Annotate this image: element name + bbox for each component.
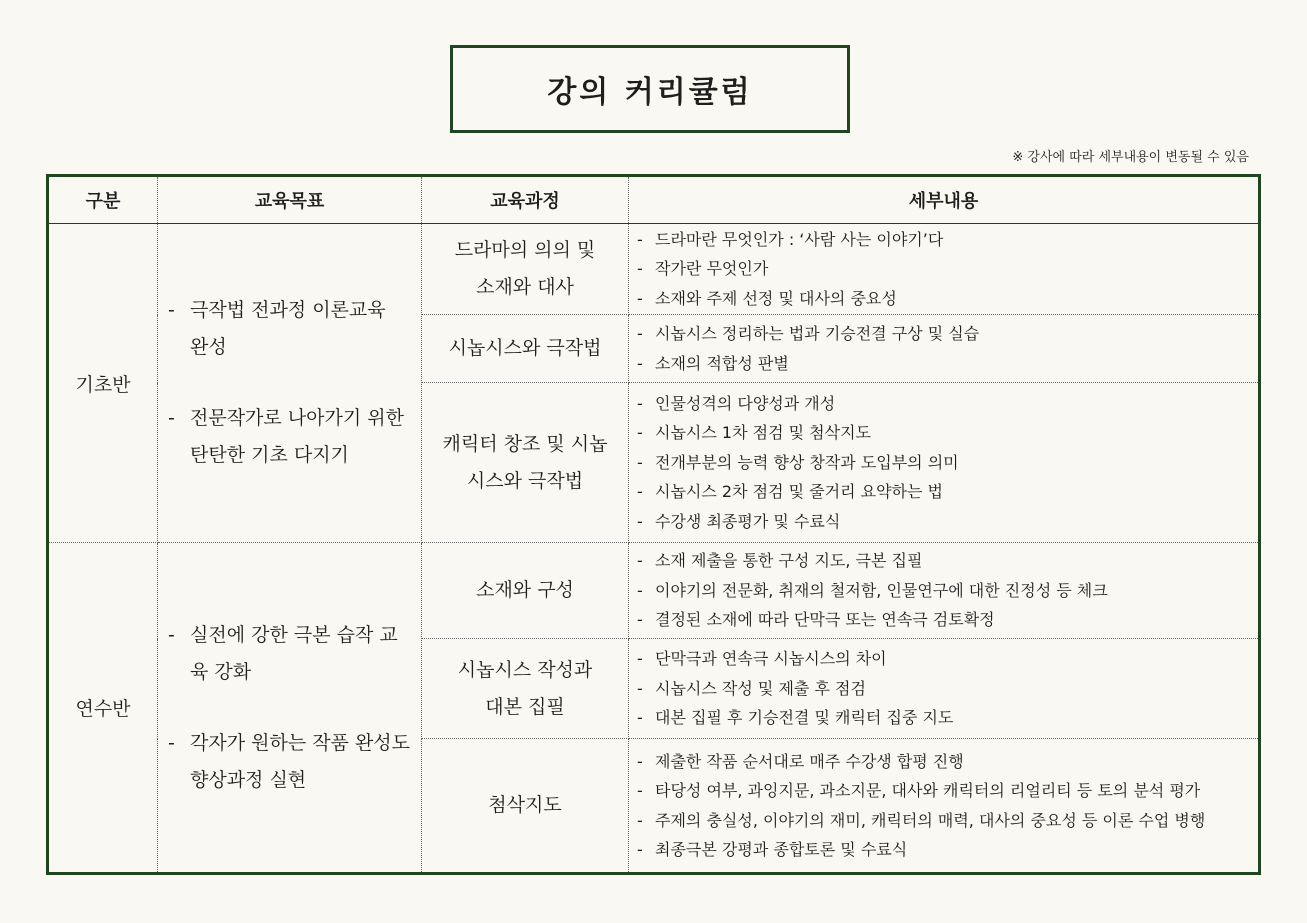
header-category: 구분 [48,176,158,224]
note-text: ※ 강사에 따라 세부내용이 변동될 수 있음 [1012,150,1249,165]
detail-cell [629,543,1260,639]
detail-cell [629,315,1260,383]
header-row [48,176,1260,224]
header-detail: 세부내용 [629,176,1260,224]
list-item: - 소재 제출을 통한 구성 지도, 극본 집필 [637,546,1258,576]
course-cell: 첨삭지도 [422,739,629,874]
detail-cell [629,739,1260,874]
goal-cell: - 극작법 전과정 이론교육 완성 - 전문작가로 나아가기 위한 탄탄한 기초 다지기 [158,224,422,543]
header-goal: 교육목표 [158,176,422,224]
list-item: - 드라마란 무엇인가 : ‘사람 사는 이야기’다 [637,225,1258,255]
list-item: - 작가란 무엇인가 [637,254,1258,284]
list-item: - 대본 집필 후 기승전결 및 캐릭터 집중 지도 [637,703,1258,733]
goal-text: 전문작가로 나아가기 위한 탄탄한 기초 다지기 [190,407,404,466]
list-item: - 소재의 적합성 판별 [637,349,1258,379]
course-cell: 시놉시스 작성과 대본 집필 [422,639,629,739]
list-item: - 주제의 충실성, 이야기의 재미, 캐릭터의 매력, 대사의 중요성 등 이론 수업 병행 [637,806,1258,836]
page-title: 강의 커리큘럼 [547,75,753,110]
goal-text: 극작법 전과정 이론교육 완성 [190,299,386,358]
list-item: - 인물성격의 다양성과 개성 [637,389,1258,419]
course-cell: 드라마의 의의 및 소재와 대사 [422,224,629,315]
curriculum-table [46,174,1261,875]
list-item: - 이야기의 전문화, 취재의 철저함, 인물연구에 대한 진정성 등 체크 [637,576,1258,606]
detail-cell [629,639,1260,739]
category-cell: 기초반 [48,224,158,543]
list-item: - 시놉시스 작성 및 제출 후 점검 [637,674,1258,704]
list-item: - 소재와 주제 선정 및 대사의 중요성 [637,284,1258,314]
list-item: - 결정된 소재에 따라 단막극 또는 연속극 검토확정 [637,605,1258,635]
course-cell: 캐릭터 창조 및 시놉시스와 극작법 [422,383,629,543]
list-item: - 시놉시스 정리하는 법과 기승전결 구상 및 실습 [637,319,1258,349]
goal-text: 각자가 원하는 작품 완성도 향상과정 실현 [190,731,411,791]
list-item: - 최종극본 강평과 종합토론 및 수료식 [637,835,1258,865]
title-box [450,45,850,133]
header-course: 교육과정 [422,176,629,224]
table-row [48,543,1260,639]
goal-cell: - 실전에 강한 극본 습작 교육 강화 - 각자가 원하는 작품 완성도 향상과정 실현 [158,543,422,874]
course-cell: 시놉시스와 극작법 [422,315,629,383]
list-item: - 제출한 작품 순서대로 매주 수강생 합평 진행 [637,747,1258,777]
list-item: - 수강생 최종평가 및 수료식 [637,507,1258,537]
course-cell: 소재와 구성 [422,543,629,639]
list-item: - 단막극과 연속극 시놉시스의 차이 [637,644,1258,674]
detail-cell [629,224,1260,315]
list-item: - 시놉시스 2차 점검 및 줄거리 요약하는 법 [637,477,1258,507]
table-row [48,224,1260,315]
category-cell: 연수반 [48,543,158,874]
goal-text: 실전에 강한 극본 습작 교육 강화 [190,623,398,683]
list-item: - 시놉시스 1차 점검 및 첨삭지도 [637,418,1258,448]
detail-cell [629,383,1260,543]
list-item: - 전개부분의 능력 향상 창작과 도입부의 의미 [637,448,1258,478]
list-item: - 타당성 여부, 과잉지문, 과소지문, 대사와 캐릭터의 리얼리티 등 토의 분석 평가 [637,776,1258,806]
